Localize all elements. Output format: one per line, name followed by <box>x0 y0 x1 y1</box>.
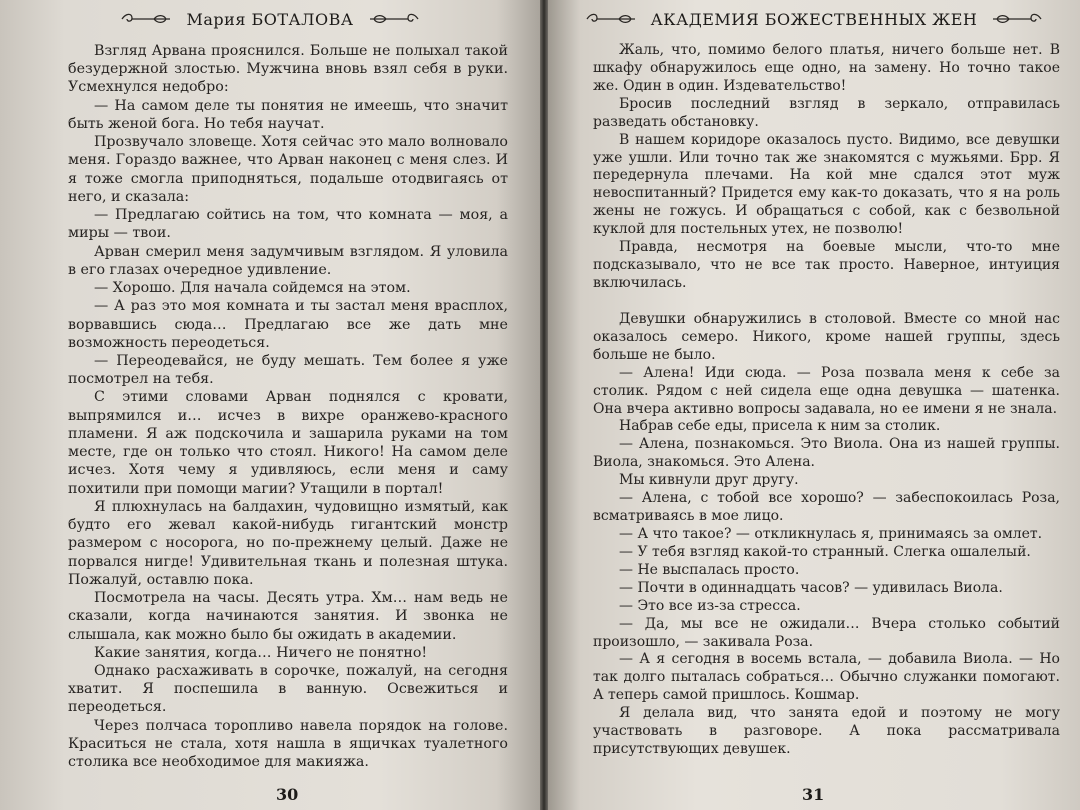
ornament-icon <box>585 12 637 26</box>
paragraph: Какие занятия, когда… Ничего не понятно! <box>94 644 428 661</box>
paragraph: — Алена, познакомься. Это Виола. Она из нашей группы. Виола, знакомься. Это Алена. <box>593 436 1060 471</box>
ornament-icon <box>991 12 1043 26</box>
paragraph: Через полчаса торопливо навела порядок на голове. Краситься не стала, хотя нашла в ящичках туалетного столика все необходимое для макияжа. <box>68 717 508 771</box>
paragraph: Прозвучало зловеще. Хотя сейчас это мало волновало меня. Гораздо важнее, что Арван наконец с меня слез. И я тоже смогла приподняться, подальше отодвигаясь от него, и сказала: <box>68 134 508 205</box>
page-number: 31 <box>802 785 825 804</box>
paragraph: Жаль, что, помимо белого платья, ничего больше нет. В шкафу обнаружилось еще одно, на замену. Но точно такое же. Один в один. Издевательство! <box>593 42 1060 94</box>
paragraph: — А раз это моя комната и ты застал меня врасплох, ворвавшись сюда… Предлагаю все же дать мне возможность переодеться. <box>68 298 508 351</box>
section-break <box>593 293 1060 311</box>
left-page-text <box>68 42 508 771</box>
paragraph: С этими словами Арван поднялся с кровати, выпрямился и… исчез в вихре оранжево-красного пламени. Я аж подскочила и зашарила руками на том месте, где он только что стоял. Никого! На самом деле исчез. Хотя чему я удивляюсь, если меня и саму похитили при помощи магии? Утащили в портал! <box>68 389 508 497</box>
right-header-text: АКАДЕМИЯ БОЖЕСТВЕННЫХ ЖЕН <box>650 9 978 29</box>
paragraph: — Алена, с тобой все хорошо? — забеспокоилась Роза, всматриваясь в мое лицо. <box>593 490 1060 525</box>
right-page-text <box>593 42 1060 759</box>
left-header-text: Мария БОТАЛОВА <box>186 9 354 29</box>
paragraph: — Переодевайся, не буду мешать. Тем более я уже посмотрел на тебя. <box>68 352 508 388</box>
paragraph: — Не выспалась просто. <box>619 561 800 578</box>
book-spine-gutter <box>540 0 548 810</box>
right-running-header <box>548 6 1080 32</box>
page-number: 30 <box>276 785 299 804</box>
paragraph: — На самом деле ты понятия не имеешь, что значит быть женой бога. Но тебя научат. <box>68 97 508 132</box>
paragraph: Посмотрела на часы. Десять утра. Хм… нам ведь не сказали, когда начинаются занятия. И звонка не слышала, как можно было бы ожидать в академии. <box>68 590 508 643</box>
paragraph: Правда, несмотря на боевые мысли, что-то мне подсказывало, что не все так просто. Наверное, интуиция включилась. <box>593 239 1060 291</box>
paragraph: — Алена! Иди сюда. — Роза позвала меня к себе за столик. Рядом с ней сидела еще одна девушка — шатенка. Она вчера активно вопросы задавала, но ее имени я не знала. <box>593 364 1060 417</box>
ornament-icon <box>120 12 172 26</box>
left-running-header <box>0 6 540 32</box>
paragraph: Набрав себе еды, присела к ним за столик. <box>619 418 941 435</box>
paragraph: Девушки обнаружились в столовой. Вместе со мной нас оказалось семеро. Никого, кроме нашей группы, здесь больше не было. <box>593 310 1060 363</box>
paragraph: В нашем коридоре оказалось пусто. Видимо, все девушки уже ушли. Или точно так же знакомятся с мужьями. Брр. Я передернула плечами. На кой мне сдался этот муж невоспитанный? Придется ему как-то доказать, что я на роль жены не гожусь. И обращаться с собой, как с безвольной куклой для постельных утех, не позволю! <box>593 131 1060 238</box>
paragraph: — У тебя взгляд какой-то странный. Слегка ошалелый. <box>619 543 1031 560</box>
ornament-icon <box>368 12 420 26</box>
right-page <box>548 0 1080 810</box>
paragraph: Я делала вид, что занята едой и поэтому не могу участвовать в разговоре. А пока рассматривала присутствующих девушек. <box>593 705 1060 758</box>
paragraph: Однако расхаживать в сорочке, пожалуй, на сегодня хватит. Я поспешила в ванную. Освежиться и переодеться. <box>68 662 508 716</box>
paragraph: — Хорошо. Для начала сойдемся на этом. <box>94 280 411 297</box>
paragraph: Арван смерил меня задумчивым взглядом. Я уловила в его глазах очередное удивление. <box>68 243 508 278</box>
paragraph: Бросив последний взгляд в зеркало, отправилась разведать обстановку. <box>593 95 1060 130</box>
paragraph: — А я сегодня в восемь встала, — добавила Виола. — Но так долго пыталась собраться… Обычно служанки помогают. А теперь самой пришлось. Кошмар. <box>593 651 1060 704</box>
paragraph: Я плюхнулась на балдахин, чудовищно измятый, как будто его жевал какой-нибудь гигантский монстр размером с носорога, но по-прежнему целый. Даже не порвался нигде! Удивительная ткань и полезная штука. Пожалуй, оставлю пока. <box>68 498 508 588</box>
paragraph: — Это все из-за стресса. <box>619 597 801 614</box>
paragraph: — Предлагаю сойтись на том, что комната — моя, а миры — твои. <box>68 207 508 242</box>
paragraph: Мы кивнули друг другу. <box>619 472 799 489</box>
paragraph: — А что такое? — откликнулась я, принимаясь за омлет. <box>619 525 1043 542</box>
paragraph: — Да, мы все не ожидали… Вчера столько событий произошло, — закивала Роза. <box>593 615 1060 650</box>
paragraph: Взгляд Арвана прояснился. Больше не полыхал такой безудержной злостью. Мужчина вновь взял себя в руки. Усмехнулся недобро: <box>68 43 508 96</box>
paragraph: — Почти в одиннадцать часов? — удивилась Виола. <box>619 579 1003 596</box>
